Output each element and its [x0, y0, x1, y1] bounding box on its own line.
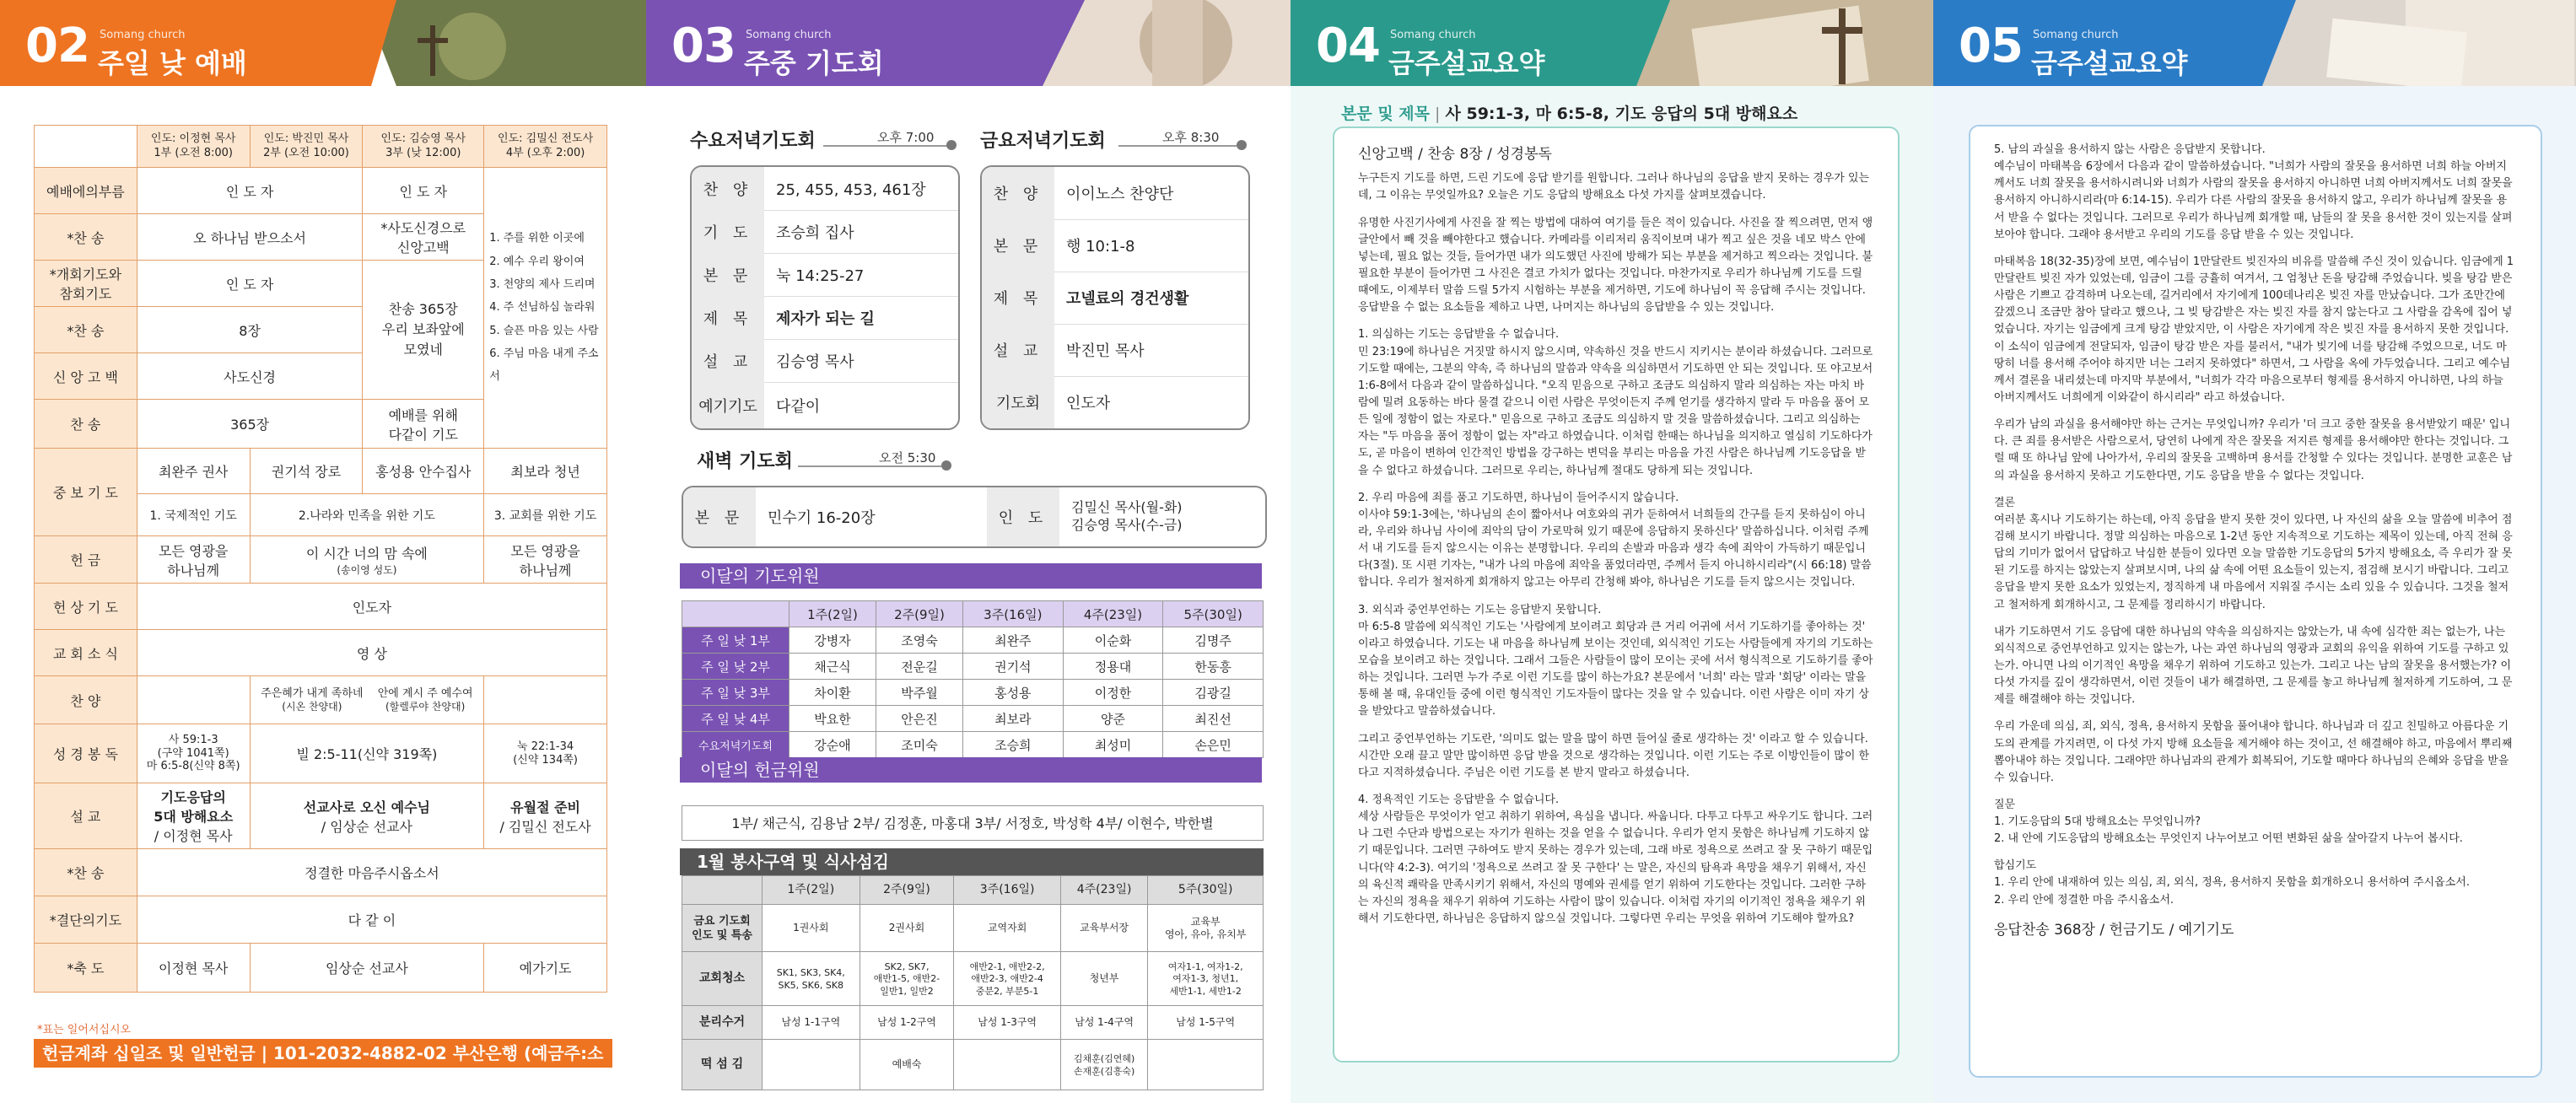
cell: 홍성용 안수집사 [363, 449, 484, 494]
paragraph: 그리고 중언부언하는 기도란, '의미도 없는 말을 많이 하면 들어실 줄로 생각하는 것' 이라고 할 수 있습니다. 시간만 오래 끌고 말만 많이하면 응답 받을 것으로 생각하는 것입니다. 이런 기도는 주로 이방인들이 많이 한다고 지적하셨습니다. 주님은 이런 기도를 본 받지 말라고 하셨습니다. [1358, 732, 1870, 779]
praise-item: 2. 예수 우리 왕이여 [489, 255, 585, 268]
sermon-body [1333, 126, 1900, 1063]
header-service-4: 인도: 김밀신 전도사 4부 (오후 2:00) [484, 126, 607, 168]
col-header: 1주(2일) [790, 601, 876, 627]
info-row: 설 교 박진민 목사 [982, 324, 1248, 377]
col-header: 4주(23일) [1063, 601, 1163, 627]
page-sermon-summary-2 [1933, 0, 2576, 1103]
table-row: 수요저녁기도회 강순애 조미숙 조승희 최성미 손은민 [682, 732, 1264, 758]
cell: 365장 [137, 400, 363, 449]
row-label: 헌 금 [35, 536, 137, 584]
dot-marker [946, 140, 957, 150]
response-order: 응답찬송 368장 / 헌금기도 / 예기기도 [1994, 921, 2234, 939]
row-label: *개회기도와 참회기도 [35, 261, 137, 307]
row-label: 예배에의부름 [35, 168, 137, 214]
cell: 이 시간 너의 맘 속에 (송이영 성도) [250, 536, 484, 584]
prayer-committee-table [682, 600, 1264, 758]
row-label: 찬 양 [35, 676, 137, 724]
banner-background [1933, 0, 2576, 86]
col-header: 3주(16일) [963, 601, 1064, 627]
cell: 1. 국제적인 기도 [137, 494, 250, 536]
page-title: 금주설교요약 [2031, 47, 2188, 79]
row-label: 중 보 기 도 [35, 449, 137, 536]
paragraph: 유명한 사진기사에게 사진을 잘 찍는 방법에 대하여 여기를 들은 적이 있습니다. 사진을 잘 찍으려면, 먼저 앵글안에서 빼 것을 빼야한다고 했습니다. 카메라를 이리저리 움직이보며 내가 찍고 싶은 것을 네모 박스 안에 넣는데, 필요 없는 것들, 들어가면 내가 의도했던 사진에 방해가 되는 부분을 제거하고 찍으라는 것입니다. 불필요한 부분이 들어가면 그 사진은 결코 가치가 없다는 것입니다. 마찬가지로 우리가 하나님께 기도를 드릴 때에도, 이제부터 말씀 드릴 5가지 시험하는 부분을 제거하면, 기도에 하나님이 꼭 응답해 주시는 것입니다. 응답받을 수 없는 요소들을 제하고 나면, 나머지는 하나님의 응답받을 수 있는 것입니다. [1358, 216, 1873, 315]
cell: 사 59:1-3 (구약 1041쪽) 마 6:5-8(신약 8쪽) [137, 724, 250, 783]
row-label: *찬 송 [35, 307, 137, 353]
table-row: 주 일 낮 3부 차이환 박주월 홍성용 이정한 김광길 [682, 680, 1264, 706]
divider [823, 145, 950, 147]
choir-name: (할렐루야 찬양대) [385, 700, 466, 713]
cell: *사도신경으로 신앙고백 [363, 214, 484, 261]
col-header: 1주(2일) [763, 876, 860, 905]
service-header: 1월 봉사구역 및 식사섬김 [680, 848, 1264, 875]
cell: 눅 22:1-34 (신약 134쪽) [484, 724, 607, 783]
banner [646, 0, 1291, 86]
info-row: 예기기도 다같이 [692, 382, 958, 428]
wed-box [690, 165, 960, 430]
banner [1933, 0, 2576, 86]
paragraph: 1. 의심하는 기도는 응답받을 수 없습니다. 민 23:19에 하나님은 거짓말 하시지 않으시며, 약속하신 것을 반드시 지키시는 분이라 하셨습니다. 그러므로 기도할 때에는, 그분의 약속, 즉 하나님의 말씀과 약속을 의심하면서 기도하면 안 되는 것입니다. 또 야고보서 1:6-8에서 다음과 같이 말씀하십니다. "오직 믿음으로 구하고 조금도 의심하지 말라 의심하는 자는 마치 바람에 밀려 요동하는 바다 물결 같으니 이런 사람은 무엇이든지 주께 얻기를 생각하지 말라 두 마음을 품어 모든 일에 정함이 없는 자로다." 믿음으로 구하고 조금도 의심하지 말 것을 말씀하셨습니다. 그리고 의심하는 자는 "두 마음을 품어 정함이 없는 자"라고 하였습니다. 이처럼 한때는 하나님을 의지하고 열심히 기도하다가도, 곧 마음이 변하여 인간적인 방법을 강구하는 변덕을 부리는 마음을 가진 사람은 하나님께 기도응답을 받을 수 없다고 하셨습니다. 그러므로 우리는, 하나님께 절대도 당하게 되는 것입니다. [1358, 328, 1873, 477]
paragraph: 결론 여러분 혹시나 기도하기는 하는데, 아직 응답을 받지 못한 것이 있다면, 나 자신의 삶을 오늘 말씀에 비추어 점검해 보시기 바랍니다. 정말 의심하는 마음으로 1-2년 동안 지속적으로 기도하는 제목이 있는데, 아직 전혀 응답의 기미가 없어서 답답하고 낙심한 분들이 있다면 오늘 말씀한 기도응답의 5가지 방해요소, 즉 우리가 잘 못된 기도를 하지는 않았는지 살펴보시며, 나의 삶 속에 어떤 요소들이 있는지, 점검해 보시기 바랍니다. 그리고 응답을 받지 못한 요소가 있었는지, 정직하게 내 마음에서 지워질 주시는 소리 있을 수 있습니다. 그것을 철저고 철저하게 회개하시고, 그 문제를 정리하시기 바랍니다. [1994, 496, 2513, 611]
wed-time: 오후 7:00 [877, 130, 935, 145]
info-row: 기도회 인도자 [982, 376, 1248, 428]
cell: 인 도 자 [363, 168, 484, 214]
paragraph: 합심기도 1. 우리 안에 내재하여 있는 의심, 죄, 외식, 정욕, 용서하지 못함을 회개하오니 용서하여 주시옵소서. 2. 우리 안에 정결한 마음 주시옵소서. [1994, 859, 2470, 907]
paragraph: 누구든지 기도를 하면, 드린 기도에 응답 받기를 원합니다. 그러나 하나님의 응답을 받지 못하는 경우가 있는데, 그 이유는 무엇일까요? 오늘은 기도 응답의 방해요소 다섯 가지를 살펴보겠습니다. [1358, 172, 1870, 202]
fri-time: 오후 8:30 [1162, 130, 1220, 145]
paragraph: 내가 기도하면서 기도 응답에 대한 하나님의 약속을 의심하지는 않았는가, 내 속에 심각한 죄는 없는가, 나는 외식적으로 중언부언하고 있지는 않는가, 나는 과연 하나님의 영광과 교회의 유익을 위하여 기도를 구하고 있는가. 아니면 나의 이기적인 욕망을 채우기 위하여 기도하고 있는가. 그리고 나는 남의 잘못을 용서했는가? 이 다섯 가지를 깊이 생각하면서, 이런 것들이 내가 해결하면, 그 문제를 놓고 하나님께 철저하게 기도하여, 그 문제를 해결해야 하는 것입니다. [1994, 625, 2513, 707]
worship-order-table [34, 125, 607, 993]
praise-item: 1. 주를 위한 이곳에 [489, 232, 585, 245]
dawn-title: 새벽 기도회 [697, 451, 793, 472]
info-row: 설 교 김승영 목사 [692, 339, 958, 383]
wed-title: 수요저녁기도회 [690, 131, 816, 152]
table-row: 주 일 낮 1부 강병자 조영숙 최완주 이순화 김명주 [682, 627, 1264, 654]
offering-committee-header: 이달의 헌금위원 [680, 757, 1262, 783]
paragraph: 4. 정욕적인 기도는 응답받을 수 없습니다. 세상 사람들은 무엇이가 얻고 취하기 위하여, 욕심을 냅니다. 싸웁니다. 다투고 다투고 싸우기도 합니다. 그러나 그런 수단과 방법으로는 자기가 원하는 것을 얻을 수 없습니다. 우리가 얻지 못함은 하나님께 기도하지 않기 때문입니다. 그러면 구하여도 받지 못하는 경우가 있는데, 그래 바로 정욕으로 쓰려고 잘 못 구하기 때문입니다(약 4:2-3). 여기의 '정욕으로 쓰려고 잘 못 구한다' 는 말은, 자신의 탐욕과 욕망을 채우기 위해서, 자신의 육신적 쾌락을 만족시키기 위해서, 자신의 명예와 권세를 얻기 위하여 기도한다는 것입니다. 그러한 구하는 자신의 정욕을 채우기 위하여 기도하는 사람이 많이 있습니다. 이처럼 자기의 이기적인 정욕을 채우기 위해서 기도한다면, 하나님은 응답하지 않으실 것입니다. 그렇다면 우리는 무엇을 위하여 기도해야 할까요? [1358, 793, 1873, 925]
cell [137, 676, 250, 724]
col-header: 5주(30일) [1163, 601, 1264, 627]
choir-song: 안에 계시 주 예수여 [377, 687, 473, 700]
church-label: Somang church [746, 29, 832, 41]
paragraph: 질문 1. 기도응답의 5대 방해요소는 무엇입니까? 2. 내 안에 기도응답의 방해요소는 무엇인지 나누어보고 어떤 변화된 삶을 살아갈지 나누어 봅시다. [1994, 798, 2463, 846]
table-row: 교회청소 SK1, SK3, SK4, SK5, SK6, SK8 SK2, SK7, 애반1-5, 애반2- 일반1, 일반2 애반2-1, 애반2-2, 애반2-3, 애반2-4 중분2, 부분5-1 청년부 여자1-1, 여자1-2, 여자1-3, 청년1, 세반1-1, 세반1-2 [682, 952, 1264, 1006]
page-title: 주일 낮 예배 [98, 47, 247, 79]
cell: 임상순 선교사 [250, 944, 484, 993]
cell [250, 676, 484, 724]
page-number: 02 [25, 19, 89, 73]
paragraph: 3. 외식과 중언부언하는 기도는 응답받지 못합니다. 마 6:5-8 말씀에 외식적인 기도는 '사람에게 보이려고 회당과 큰 거리 어귀에 서서 기도하기를 좋아하는 것' 이라고 하였습니다. 기도는 내 마음을 하나님께 보이는 것인데, 외식적인 기도는 사람들에게 자기의 기도하는 모습을 보이려고 하는 것입니다. 그래서 그들은 사람들이 많이 모이는 곳에 서서 형식적으로 기도하기를 좋아하는 것입니다. 그러면 누가 주로 이런 기도를 많이 하는가요? 본문에서 '너희' 라는 말과 '회당' 이라는 말을 통해 볼 때, 유대인들 중에 이런 형식적인 기도자들이 많다는 것을 알 수 있습니다. 이런 사람은 이미 자기 상을 받았다고 말씀하셨습니다. [1358, 603, 1873, 718]
cell: 기도응답의 5대 방해요소 / 이정현 목사 [137, 783, 250, 849]
dawn-box [682, 486, 1267, 548]
header-service-3: 인도: 김승영 목사 3부 (낮 12:00) [363, 126, 484, 168]
info-row: 본 문 행 10:1-8 [982, 219, 1248, 272]
cell: 이정현 목사 [137, 944, 250, 993]
account-bar: 헌금계좌 십일조 및 일반헌금 | 101-2032-4882-02 부산은행 (예금주:소망교회) [34, 1039, 612, 1068]
sermon-order: 신앙고백 / 찬송 8장 / 성경봉독 [1358, 146, 1552, 163]
cell: 권기석 장로 [250, 449, 363, 494]
reference-label: 본문 및 제목 [1341, 105, 1430, 123]
dot-marker [941, 460, 951, 471]
banner [0, 0, 646, 86]
cell: 인 도 자 [137, 168, 363, 214]
row-label: 교 회 소 식 [35, 630, 137, 676]
praise-item: 3. 천양의 제사 드리며 [489, 278, 595, 292]
praise-item: 4. 주 선님하심 놀라워 [489, 301, 595, 315]
paragraph: 5. 남의 과실을 용서하지 않는 사람은 응답받지 못합니다. 예수님이 마태복음 6장에서 다음과 같이 말씀하셨습니다. "너희가 사람의 잘못을 용서하면 너희 하늘 아버지께서도 너희 잘못을 용서하시려니와 너희가 사람의 잘못을 용서하지 아니하면 너희 아버지께서도 너희 잘못을 용서하지 아니하시리라(마 6:14-15). 우리가 다른 사람의 잘못을 용서하지 않고, 우리가 하나님께 잘못을 용서 받을 수 없다는 것입니다. 그러므로 우리가 하나님께 회개할 때, 남들의 잘 못을 용서한 것이 있는지를 살펴보아야 합니다. 그래야 용서받고 우리의 기도를 응답 받을 수 있는 것입니다. [1994, 143, 2513, 241]
cell: 예가기도 [484, 944, 607, 993]
cell [484, 676, 607, 724]
cell: 최완주 권사 [137, 449, 250, 494]
col-header: 2주(9일) [860, 876, 954, 905]
table-row: 금요 기도회 인도 및 특송 1권사회 2권사회 교역자회 교육부서장 교육부 영아, 유아, 유치부 [682, 905, 1264, 952]
choir-name: (시온 찬양대) [282, 700, 342, 713]
paragraph: 우리 가운데 의심, 죄, 외식, 정욕, 용서하지 못함을 풀어내야 합니다. 하나님과 더 깊고 친밀하고 아름다운 기도의 관계를 가지려면, 이 다섯 가지 방해 요소들을 제거해야 하는 것이고, 선 해결해야 하고, 마음에서 뿌리째 뽑아내야 하는 것입니다. 그래야만 하나님과의 관계가 회복되어, 기도할 때마다 하나님의 은혜와 응답을 받을 수 있습니다. [1994, 720, 2513, 784]
cell: 다 같 이 [137, 896, 606, 944]
header-service-2: 인도: 박진민 목사 2부 (오전 10:00) [250, 126, 363, 168]
info-row: 본 문 민수기 16-20장 인 도 김밀신 목사(월-화) 김승영 목사(수-금) [683, 487, 1265, 546]
reference-text: 사 59:1-3, 마 6:5-8, 기도 응답의 5대 방해요소 [1445, 105, 1798, 123]
page-number: 05 [1959, 19, 2023, 73]
paragraph: 우리가 남의 과실을 용서해야만 하는 근거는 무엇입니까? 우리가 '더 크고 중한 잘못을 용서받았기 때문' 입니다. 큰 죄를 용서받은 사람으로서, 당연히 나에게 작은 잘못을 저지른 형제를 용서해야만 한다는 것입니다. 그럴 때 또 하나님 앞에 나아가서, 우리의 잘못을 고백하며 용서를 간청할 수 있다는 것입니다. 분명한 교훈은 남의 과실을 용서하지 못하고 기도한다면, 기도 응답을 받을 수 없다는 것입니다. [1994, 418, 2513, 482]
cell: 빌 2:5-11(신약 319쪽) [250, 724, 484, 783]
prayer-committee-header: 이달의 기도위원 [680, 563, 1262, 589]
page-sermon-summary-1 [1291, 0, 1933, 1103]
praise-item: 5. 슬픈 마음 있는 사람 [489, 324, 599, 337]
row-label: *찬 송 [35, 214, 137, 261]
divider [798, 465, 941, 467]
page-weekday-prayer [646, 0, 1291, 1103]
row-label: 헌 상 기 도 [35, 584, 137, 630]
cell: 인 도 자 [137, 261, 363, 307]
table-corner [35, 126, 137, 168]
sermon-reference: 본문 및 제목 | 사 59:1-3, 마 6:5-8, 기도 응답의 5대 방해요소 [1341, 105, 1798, 123]
col-header: 2주(9일) [876, 601, 963, 627]
divider [1118, 145, 1237, 147]
info-row: 찬 양 이이노스 찬양단 [982, 167, 1248, 220]
service-table [682, 875, 1264, 1090]
page-title: 금주설교요약 [1388, 47, 1545, 79]
table-row: 분리수거 남성 1-1구역 남성 1-2구역 남성 1-3구역 남성 1-4구역 남성 1-5구역 [682, 1006, 1264, 1040]
cell: 최보라 청년 [484, 449, 607, 494]
cell: 정결한 마음주시옵소서 [137, 849, 606, 896]
cell: 3. 교회를 위한 기도 [484, 494, 607, 536]
table-row: 떡 섬 김 예배숙 김채훈(김연혜) 손재훈(김흥숙) [682, 1040, 1264, 1090]
fri-box [980, 165, 1250, 430]
table-row: 주 일 낮 4부 박요한 안은진 최보라 양준 최진선 [682, 706, 1264, 732]
row-label: *찬 송 [35, 849, 137, 896]
dot-marker [1237, 140, 1247, 150]
cell: 영 상 [137, 630, 606, 676]
table-row: 주 일 낮 2부 채근식 전운길 권기석 정용대 한동흥 [682, 654, 1264, 680]
choir-song: 주은혜가 내게 족하네 [261, 687, 364, 700]
banner-background [646, 0, 1291, 86]
cell: 8장 [137, 307, 363, 353]
offering-committee-list: 1부/ 채근식, 김용남 2부/ 김정훈, 마홍대 3부/ 서정호, 박성학 4부/ 이현수, 박한별 [682, 805, 1264, 841]
praise-item: 6. 주님 마음 내게 주소서 [489, 347, 599, 384]
row-label: 신 앙 고 백 [35, 353, 137, 400]
dawn-time: 오전 5:30 [879, 450, 936, 465]
row-label: 성 경 봉 독 [35, 724, 137, 783]
fri-title: 금요저녁기도회 [980, 131, 1106, 152]
page-number: 03 [671, 19, 736, 73]
cell: 예배를 위해 다같이 기도 [363, 400, 484, 449]
church-label: Somang church [1390, 29, 1476, 41]
paragraph: 2. 우리 마음에 죄를 품고 기도하면, 하나님이 들어주시지 않습니다. 이사야 59:1-3에는, '하나님의 손이 짧아서나 여호와의 귀가 둔하여서 너희들의 간구를 듣지 못하심이 아니라, 우리와 하나님 사이에 죄악의 담이 가로막혀 있기 때문에 응답하지 못하신다' 말씀하십니다. 이처럼 주께서 내 기도를 듣지 않으시는 이유는 분명합니다. 우리의 손발과 마음과 생각 속에 죄악이 가득하기 때문입니다(3절). 또 시편 기자는, "내가 나의 마음에 죄악을 품었더라면, 주께서 듣지 아니하시리라"(시 66:18) 말씀합니다. 우리가 철저하게 회개하지 않고는 아무리 간청해 봐야, 하나님은 기도를 듣지 않으시는 것입니다. [1358, 491, 1872, 589]
info-row: 제 목 제자가 되는 길 [692, 296, 958, 340]
cell: 유월절 준비 / 김밀신 전도사 [484, 783, 607, 849]
row-label: *결단의기도 [35, 896, 137, 944]
info-row: 제 목 고넬료의 경건생활 [982, 272, 1248, 325]
church-label: Somang church [100, 29, 186, 41]
sermon-body [1969, 125, 2542, 1078]
info-row: 기 도 조승희 집사 [692, 210, 958, 254]
cell: 오 하나님 받으소서 [137, 214, 363, 261]
church-label: Somang church [2033, 29, 2119, 41]
cell: 선교사로 오신 예수님 / 임상순 선교사 [250, 783, 484, 849]
cell: 사도신경 [137, 353, 363, 400]
cell: 모든 영광을 하나님께 [484, 536, 607, 584]
info-row: 본 문 눅 14:25-27 [692, 253, 958, 297]
praise-list [484, 168, 607, 449]
col-header: 3주(16일) [954, 876, 1060, 905]
banner-background [0, 0, 646, 86]
page-number: 04 [1316, 19, 1380, 73]
header-service-1: 인도: 이정현 목사 1부 (오전 8:00) [137, 126, 250, 168]
banner [1291, 0, 1933, 86]
cell: 찬송 365장 우리 보좌앞에 모였네 [363, 261, 484, 400]
col-header: 5주(30일) [1148, 876, 1264, 905]
col-header: 4주(23일) [1060, 876, 1148, 905]
page-sunday-worship [0, 0, 646, 1103]
cell: 모든 영광을 하나님께 [137, 536, 250, 584]
standing-note: *표는 일어서십시오 [37, 1024, 132, 1036]
row-label: 설 교 [35, 783, 137, 849]
paragraph: 마태복음 18(32-35)장에 보면, 예수님이 1만달란트 빚진자의 비유를 말씀해 주신 것이 있습니다. 임금에게 1만달란트 빚진 자가 있었는데, 임금이 그를 긍휼히 여겨서, 그 엄청난 돈을 탕감해 주었습니다. 빚을 탕감 받은 사람은 기쁘고 감격하며 나오는데, 길거리에서 자기에게 100데나리온 빚진 자를 만났습니다. 그가 조만간에 갚겠으니 조금만 참아 달라고 했으나, 그 빚 탕감받은 자는 빚진 자를 참지 않는다고 그 사람을 감옥에 집어 넣었습니다. 자기는 임금에게 크게 탕감 받았지만, 이 사람은 자기에게 작은 빚진 자를 용서하지 못한 것입니다. 이 소식이 임금에게 전달되자, 임금이 탕감 받은 자를 불러서, "내가 빚기에 너를 탕감해 주었으므로, 너도 마땅히 너를 용서해 주어야 하지만 너는 그러지 못하였다" 하면서, 그 사람을 옥에 가두었습니다. 그리고 예수님께서 결론을 내리셨는데 마지막 부분에서, "너희가 각각 마음으로부터 형제를 용서하지 아니하면, 나의 하늘 아버지께서도 너희에게 이와같이 하시리라" 라고 하셨습니다. [1994, 255, 2514, 404]
cell: 인도자 [137, 584, 606, 630]
row-label: 찬 송 [35, 400, 137, 449]
cell: 2.나라와 민족을 위한 기도 [250, 494, 484, 536]
info-row: 찬 양 25, 455, 453, 461장 [692, 167, 958, 211]
row-label: *축 도 [35, 944, 137, 993]
banner-background [1291, 0, 1933, 86]
page-title: 주중 기도회 [744, 47, 884, 79]
